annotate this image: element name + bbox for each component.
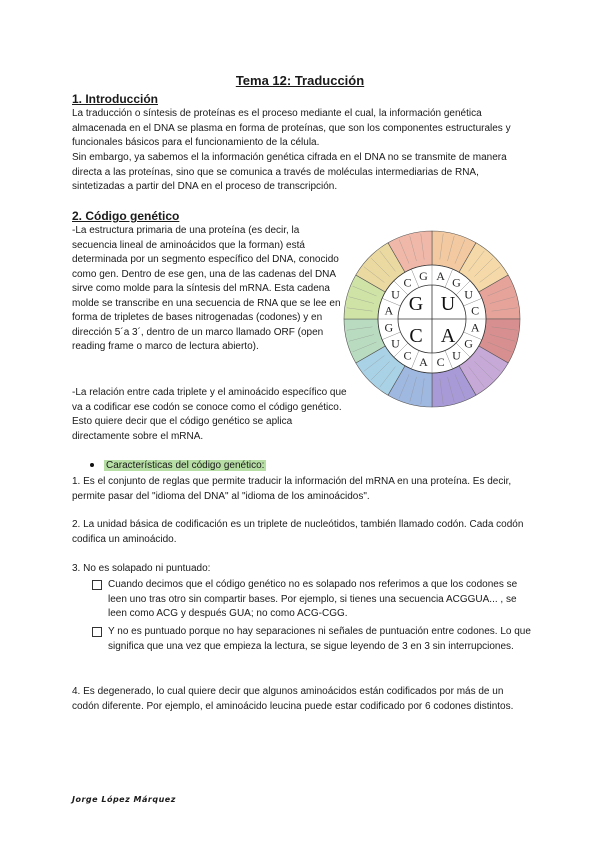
inner-letter: U [440, 293, 456, 315]
caracteristica-3: 3. No es solapado ni puntuado: [72, 563, 211, 574]
ring-letter: A [436, 268, 445, 283]
caracteristica-2: 2. La unidad básica de codificación es un triplete de nucleótidos, también llamado codón. Cada codón codifica un aminoácido. [72, 519, 524, 545]
bullet-text: Características del código genético: [106, 460, 265, 471]
inner-letter: A [440, 325, 456, 347]
ring-letter: C [436, 355, 445, 370]
section-heading-codigo-genetico: 2. Código genético [72, 209, 180, 223]
ring-letter: G [464, 336, 473, 351]
ring-letter: C [403, 348, 412, 363]
ring-letter: U [452, 348, 461, 363]
bullet-dot [90, 463, 94, 467]
genetic-code-wheel-figure [342, 229, 522, 409]
inner-letter: G [408, 293, 424, 315]
ring-letter: U [464, 287, 473, 302]
ring-letter: A [384, 303, 394, 318]
checklist-item-solapado [92, 578, 532, 622]
ring-letter: C [403, 275, 412, 290]
page-title: Tema 12: Traducción [235, 73, 365, 88]
ring-letter: U [391, 336, 400, 351]
ring-letter: G [419, 268, 428, 283]
checklist-text: Y no es puntuado porque no hay separaciones ni señales de puntuación entre codones. Lo que significa que una vez que empieza la lectura, se sigue leyendo de 3 en 3 sin interrupciones. [108, 626, 531, 652]
section-heading-introduccion: 1. Introducción [72, 92, 159, 106]
ring-letter: G [452, 275, 461, 290]
ring-letter: A [470, 320, 480, 335]
ring-letter: A [419, 355, 428, 370]
caracteristica-4: 4. Es degenerado, lo cual quiere decir que algunos aminoácidos están codificados por más de un codón diferente. Por ejemplo, el aminoácido leucina puede estar codificado por 6 codones distintos. [72, 686, 514, 712]
codigo-paragraph-2: -La relación entre cada triplete y el aminoácido específico que va a codificar ese codón se conoce como el código genético. Esto quiere decir que el código genético se aplica directamente sobre el mRNA. [72, 387, 347, 442]
checklist-text: Cuando decimos que el código genético no es solapado nos referimos a que los codones se leen uno tras otro sin compartir bases. Por ejemplo, si tienes una secuencia ACGGUA... , se leen como ACG y después GUA; no como ACG-CGG. [108, 579, 518, 619]
caracteristica-1: 1. Es el conjunto de reglas que permite traducir la información del mRNA en una proteína. Es decir, permite pasar del "idioma del DNA" al "idioma de los aminoácidos". [72, 476, 512, 502]
checkbox[interactable] [92, 580, 102, 590]
ring-letter: G [384, 320, 394, 335]
checkbox[interactable] [92, 627, 102, 637]
ring-letter: C [471, 303, 480, 318]
checklist-item-puntuado [92, 625, 532, 654]
intro-paragraph-1: La traducción o síntesis de proteínas es el proceso mediante el cual, la información genética almacenada en el DNA se plasma en forma de proteínas, que son los componentes estructurales y funcionales básicos para el funcionamiento de la célula. [72, 108, 511, 148]
inner-letter: C [409, 325, 423, 347]
intro-paragraph-2: Sin embargo, ya sabemos el la información genética cifrada en el DNA no se transmite de manera directa a las proteínas, sino que se comunica a través de moléculas intermediarias de RNA, sintetizadas a partir del DNA en el proceso de transcripción. [72, 152, 507, 192]
codigo-paragraph-1: -La estructura primaria de una proteína (es decir, la secuencia lineal de aminoácidos que la forman) está determinada por un segmento específico del DNA, conocido como gen. Dentro de ese gen, una de las cadenas del DNA sirve como molde para la síntesis del mRNA. Esta cadena molde se transcribe en una secuencia de RNA que se lee en forma de tripletes de bases nitrogenadas (codones) y en dirección 5´a 3´, dentro de un marco llamado ORF (open reading frame o marco de lectura abierto). [72, 225, 341, 352]
caracteristicas-bullet [90, 459, 266, 473]
author-footer: Jorge López Márquez [72, 795, 176, 804]
ring-letter: U [391, 287, 400, 302]
